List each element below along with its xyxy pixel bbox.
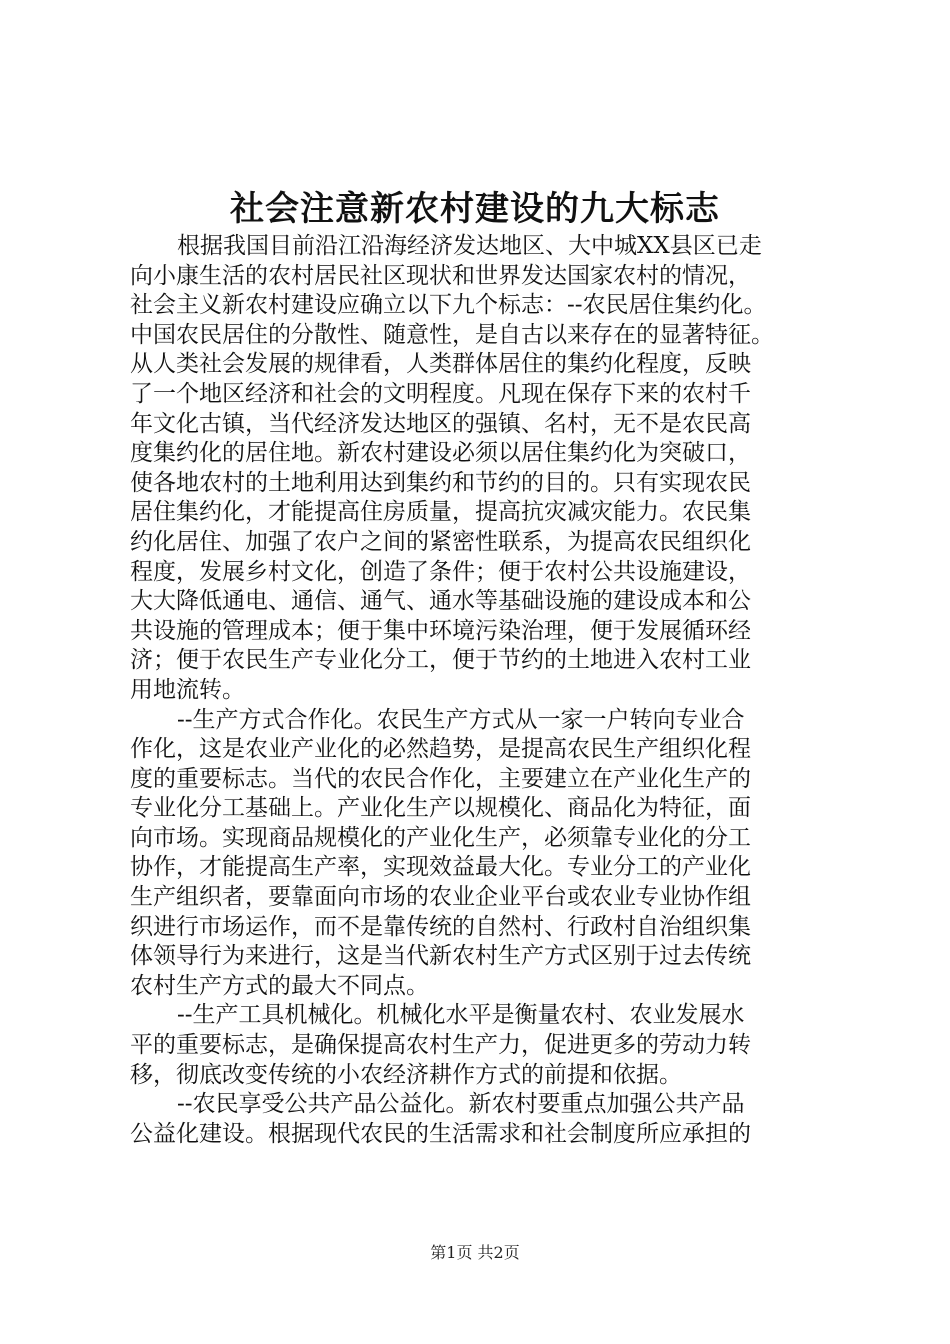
- text-line: 体领导行为来进行，这是当代新农村生产方式区别于过去传统: [130, 943, 751, 970]
- text-line: 中国农民居住的分散性、随意性，是自古以来存在的显著特征。: [130, 321, 774, 348]
- page-indicator: 第1页 共2页: [430, 1243, 520, 1262]
- text-line: 社会主义新农村建设应确立以下九个标志：--农民居住集约化。: [130, 292, 767, 319]
- text-line: --生产方式合作化。农民生产方式从一家一户转向专业合: [177, 706, 745, 733]
- text-line: 用地流转。: [130, 676, 245, 703]
- text-line: --生产工具机械化。机械化水平是衡量农村、农业发展水: [177, 1002, 745, 1029]
- text-line: 协作，才能提高生产率，实现效益最大化。专业分工的产业化: [130, 854, 751, 881]
- text-line: 向市场。实现商品规模化的产业化生产，必须靠专业化的分工: [130, 824, 751, 851]
- text-line: 大大降低通电、通信、通气、通水等基础设施的建设成本和公: [130, 588, 751, 615]
- text-line: 向小康生活的农村居民社区现状和世界发达国家农村的情况，: [130, 262, 751, 289]
- document-body: [130, 232, 830, 1149]
- text-line: --农民享受公共产品公益化。新农村要重点加强公共产品: [177, 1091, 745, 1118]
- text-line: 从人类社会发展的规律看，人类群体居住的集约化程度，反映: [130, 351, 751, 378]
- text-line: 约化居住、加强了农户之间的紧密性联系，为提高农民组织化: [130, 528, 751, 555]
- text-line: 根据我国目前沿江沿海经济发达地区、大中城XX县区已走: [177, 233, 762, 259]
- page-title: 社会注意新农村建设的九大标志: [230, 189, 720, 229]
- text-line: 度集约化的居住地。新农村建设必须以居住集约化为突破口，: [130, 440, 751, 467]
- text-line: 生产组织者，要靠面向市场的农业企业平台或农业专业协作组: [130, 884, 751, 911]
- text-line: 了一个地区经济和社会的文明程度。凡现在保存下来的农村千: [130, 380, 751, 407]
- text-line: 居住集约化，才能提高住房质量，提高抗灾减灾能力。农民集: [130, 499, 751, 526]
- text-line: 公益化建设。根据现代农民的生活需求和社会制度所应承担的: [130, 1120, 751, 1147]
- page-footer: [0, 1242, 950, 1264]
- text-line: 作化，这是农业产业化的必然趋势，是提高农民生产组织化程: [130, 736, 751, 763]
- text-line: 度的重要标志。当代的农民合作化，主要建立在产业化生产的: [130, 765, 751, 792]
- text-line: 程度，发展乡村文化，创造了条件；便于农村公共设施建设，: [130, 558, 751, 585]
- text-line: 移，彻底改变传统的小农经济耕作方式的前提和依据。: [130, 1061, 682, 1088]
- text-line: 专业化分工基础上。产业化生产以规模化、商品化为特征，面: [130, 795, 751, 822]
- text-line: 共设施的管理成本；便于集中环境污染治理，便于发展循环经: [130, 617, 751, 644]
- text-line: 年文化古镇，当代经济发达地区的强镇、名村，无不是农民高: [130, 410, 751, 437]
- text-line: 济；便于农民生产专业化分工，便于节约的土地进入农村工业: [130, 647, 751, 674]
- text-line: 使各地农村的土地利用达到集约和节约的目的。只有实现农民: [130, 469, 751, 496]
- text-line: 平的重要标志，是确保提高农村生产力，促进更多的劳动力转: [130, 1032, 751, 1059]
- text-line: 农村生产方式的最大不同点。: [130, 972, 429, 999]
- text-line: 织进行市场运作，而不是靠传统的自然村、行政村自治组织集: [130, 913, 751, 940]
